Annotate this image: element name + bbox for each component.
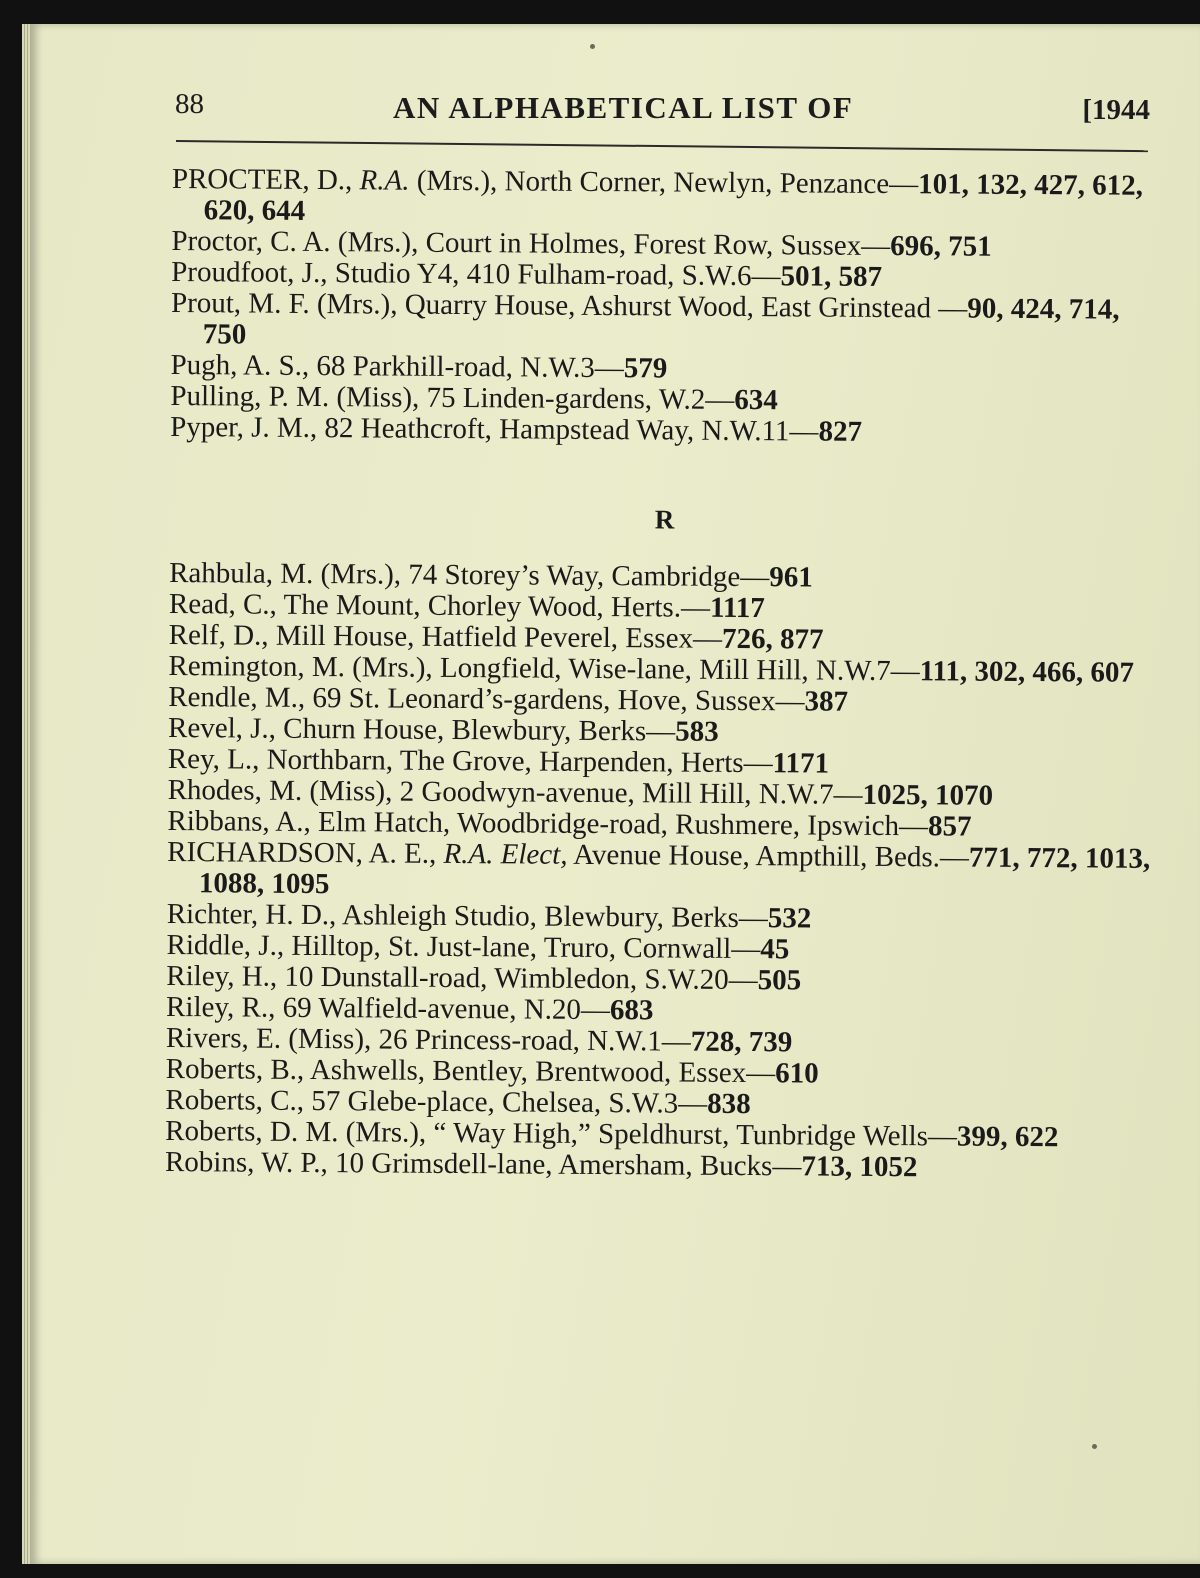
entries-r [165,558,1159,1185]
entry-text: Riddle, J., Hilltop, St. Just-lane, Truro, Cornwall— [166,928,761,966]
entry-text: Rahbula, M. (Mrs.), 74 Storey’s Way, Cambridge— [169,556,770,594]
entry-catalogue-numbers: 1117 [709,591,765,625]
entry-text: Riley, H., 10 Dunstall-road, Wimbledon, S.W.20— [166,959,758,997]
entry-catalogue-numbers: 583 [675,715,719,748]
paper-speck [1092,1444,1097,1449]
entry-catalogue-numbers: 857 [927,810,972,843]
page-number: 88 [175,88,204,120]
entry-catalogue-numbers: 771, 772, 1013, 1088, 1095 [198,841,1151,901]
page-header [175,88,1150,138]
entry-text: Roberts, D. M. (Mrs.), “ Way High,” Speldhurst, Tunbridge Wells— [165,1114,958,1153]
entry-catalogue-numbers: 713, 1052 [801,1150,918,1184]
entry-text: Prout, M. F. (Mrs.), Quarry House, Ashurst Wood, East Grinstead — [170,286,968,325]
entry-catalogue-numbers: 1171 [772,747,830,780]
entry-text: Richter, H. D., Ashleigh Studio, Blewbury, Berks— [166,897,768,935]
year-marker: [1944 [1082,94,1150,126]
entry-catalogue-numbers: 45 [760,933,790,966]
entry-catalogue-numbers: 726, 877 [721,622,824,656]
entry-catalogue-numbers: 827 [818,415,863,448]
entry-catalogue-numbers: 683 [609,994,654,1027]
paper-speck [590,44,595,49]
entry-text: Pugh, A. S., 68 Parkhill-road, N.W.3— [170,348,624,385]
entry-catalogue-numbers: 387 [804,685,849,718]
entry-text: PROCTER, D., [171,163,360,197]
entry-catalogue-numbers: 728, 739 [690,1025,793,1059]
entry-catalogue-numbers: 838 [707,1087,751,1121]
entry-text: Roberts, B., Ashwells, Bentley, Brentwood, Essex— [165,1052,776,1090]
entry-catalogue-numbers: 634 [734,383,778,417]
entry-text: Ribbans, A., Elm Hatch, Woodbridge-road, Rushmere, Ipswich— [167,804,929,843]
list-entry [172,164,1162,233]
entry-address: (Mrs.), North Corner, Newlyn, Penzance— [409,164,919,201]
list-entry [170,412,1160,450]
entry-text: Relf, D., Mill House, Hatfield Peverel, Essex— [168,618,723,655]
entry-text: Rendle, M., 69 St. Leonard’s-gardens, Hove, Sussex— [168,680,805,718]
entry-text: Riley, R., 69 Walfield-avenue, N.20— [166,990,611,1027]
entry-text: Remington, M. (Mrs.), Longfield, Wise-lane, Mill Hill, N.W.7— [168,649,920,688]
entry-text: Proctor, C. A. (Mrs.), Court in Holmes, Forest Row, Sussex— [171,224,891,263]
entry-text: RICHARDSON, A. E., [167,835,444,870]
entry-honor: R.A. Elect, [443,837,568,871]
entry-catalogue-numbers: 90, 424, 714, 750 [202,292,1120,351]
entry-catalogue-numbers: 111, 302, 466, 607 [919,655,1135,689]
entry-catalogue-numbers: 532 [767,902,812,935]
entry-text: Revel, J., Churn House, Blewbury, Berks— [167,711,676,748]
entry-text: Robins, W. P., 10 Grimsdell-lane, Amersham, Bucks— [164,1145,802,1183]
entry-text: Rey, L., Northbarn, The Grove, Harpenden, Herts— [167,742,773,780]
entry-catalogue-numbers: 1025, 1070 [862,778,994,812]
entry-text: Pulling, P. M. (Miss), 75 Linden-gardens, W.2— [170,379,735,416]
entries-p [170,164,1162,450]
entry-catalogue-numbers: 399, 622 [956,1120,1059,1154]
entry-honor: R.A. [359,164,410,197]
section-letter: R [654,504,675,535]
entry-catalogue-numbers: 505 [757,964,802,997]
entry-catalogue-numbers: 696, 751 [890,230,992,263]
entry-catalogue-numbers: 101, 132, 427, 612, 620, 644 [203,168,1144,227]
list-entry [171,288,1161,357]
entry-address: Avenue House, Ampthill, Beds.— [567,838,970,874]
entry-catalogue-numbers: 961 [769,561,813,594]
running-title: AN ALPHABETICAL LIST OF [393,90,854,125]
entry-catalogue-numbers: 579 [623,352,668,385]
entry-text: Read, C., The Mount, Chorley Wood, Herts.— [168,587,711,624]
entry-catalogue-numbers: 501, 587 [780,260,883,293]
entry-text: Rhodes, M. (Miss), 2 Goodwyn-avenue, Mill Hill, N.W.7— [167,773,863,811]
entry-text: Roberts, C., 57 Glebe-place, Chelsea, S.W.3— [165,1083,708,1120]
entry-catalogue-numbers: 610 [775,1057,819,1090]
entry-text: Rivers, E. (Miss), 26 Princess-road, N.W.1— [165,1021,691,1058]
list-entry [167,837,1157,906]
entry-text: Pyper, J. M., 82 Heathcroft, Hampstead Way, N.W.11— [170,410,819,448]
entry-text: Proudfoot, J., Studio Y4, 410 Fulham-road, S.W.6— [171,255,781,293]
exhibitor-list [165,164,1162,1185]
